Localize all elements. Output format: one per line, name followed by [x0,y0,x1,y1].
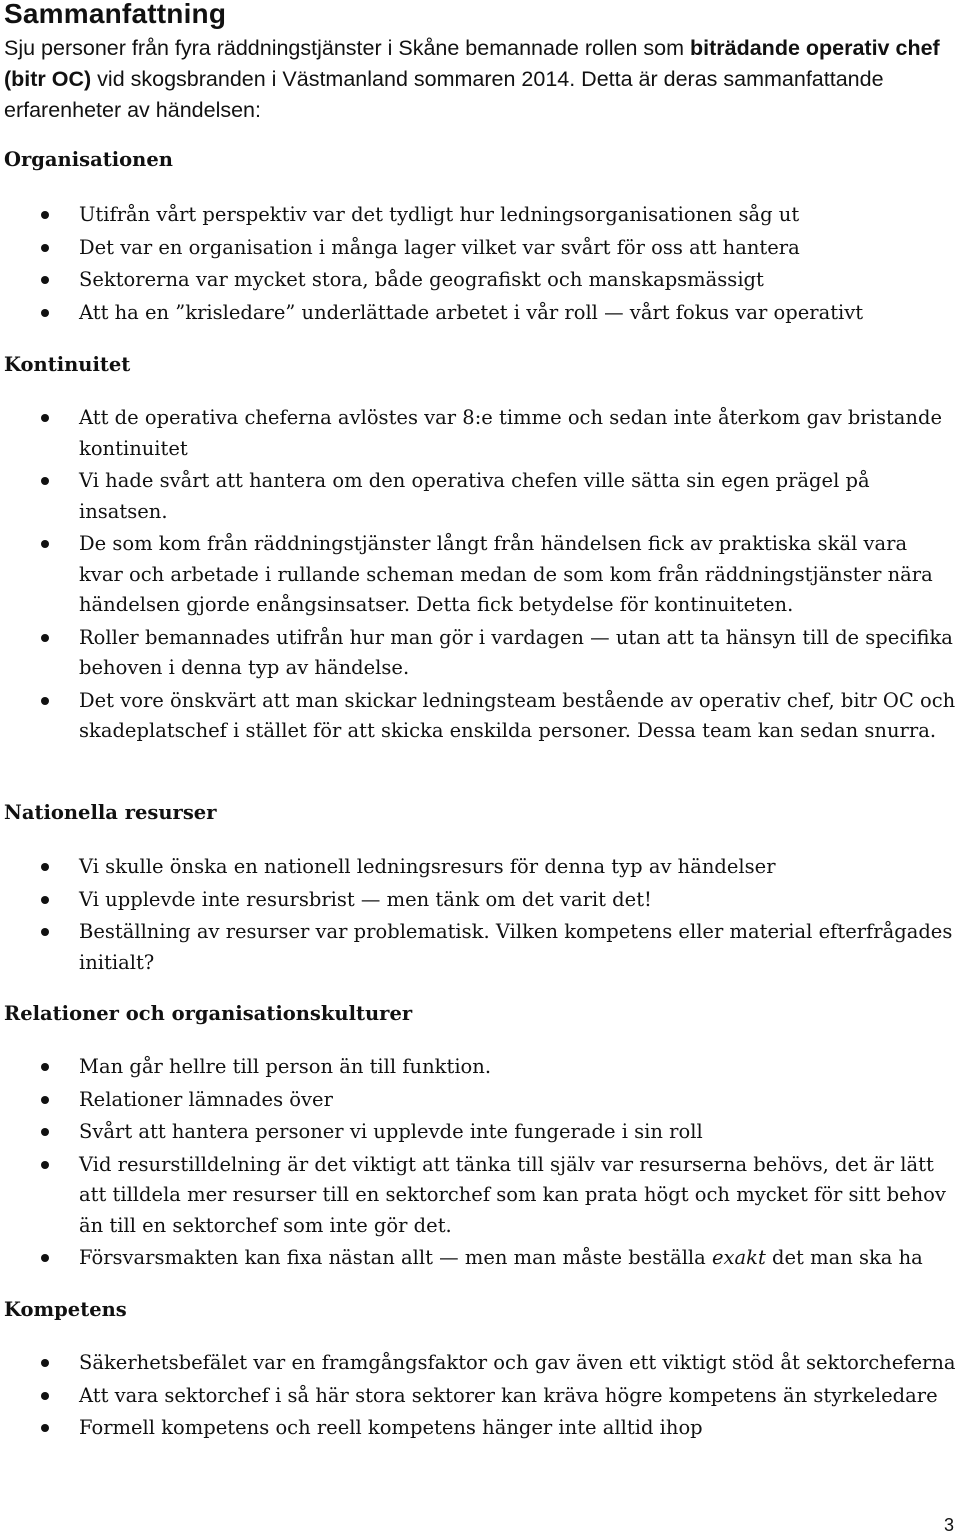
list-item [0,852,960,883]
list-item [0,1348,960,1379]
heading-kontinuitet: Kontinuitet [4,353,131,376]
list-item [0,1150,960,1242]
list-item [0,917,960,978]
bullet-icon [41,309,49,317]
list-item [0,1052,960,1083]
list-item [0,403,960,464]
bullet-icon [41,863,49,871]
list-item-text: Beställning av resurser var problematisk. Vilken kompetens eller material efterfrågades initialt? [79,920,953,974]
list-relationer [0,1052,960,1274]
list-kontinuitet [0,403,960,747]
heading-relationer: Relationer och organisationskulturer [4,1002,413,1025]
list-item-text: Vi hade svårt att hantera om den operativa chefen ville sätta sin egen prägel på insatsen. [79,469,870,523]
bullet-icon [41,244,49,252]
emphasis-text: exakt [712,1246,766,1269]
list-item [0,298,960,329]
list-item-text: Vi skulle önska en nationell ledningsresurs för denna typ av händelser [79,855,776,878]
list-item-text: Vid resurstilldelning är det viktigt att tänka till själv var resurserna behövs, det är lätt att tilldela mer resurser till en sektorchef som kan prata högt och mycket för sitt behov än till en sektorchef som inte gör det. [79,1152,946,1237]
list-item [0,1243,960,1274]
list-organisationen [0,200,960,328]
list-item-text: Vi upplevde inte resursbrist — men tänk om det varit det! [79,887,652,911]
list-item [0,200,960,231]
list-item-text: det man ska ha [765,1246,923,1269]
list-item-text: Formell kompetens och reell kompetens hänger inte alltid ihop [79,1416,703,1439]
list-item-text: Utifrån vårt perspektiv var det tydligt hur ledningsorganisationen såg ut [79,203,800,226]
bullet-icon [41,540,49,548]
list-item-text: Säkerhetsbefälet var en framgångsfaktor och gav även ett viktigt stöd åt sektorcheferna [79,1351,956,1374]
intro-paragraph [4,33,954,126]
list-item-text: Roller bemannades utifrån hur man gör i vardagen — utan att ta hänsyn till de specifika behoven i denna typ av händelse. [79,625,953,679]
list-item-text: De som kom från räddningstjänster långt från händelsen fick av praktiska skäl vara kvar och arbetade i rullande scheman medan de som kom från räddningstjänster nära händelsen gjorde enångsinsatser. Detta fick betydelse för kontinuiteten. [79,532,933,616]
list-item [0,1117,960,1148]
list-item-text: Man går hellre till person än till funktion. [79,1055,492,1078]
bullet-icon [41,1063,49,1071]
heading-organisationen: Organisationen [4,148,173,171]
page-title: Sammanfattning [4,0,227,29]
list-item-text: Sektorerna var mycket stora, både geografiskt och manskapsmässigt [79,268,764,291]
list-item-text: Relationer lämnades över [79,1087,333,1111]
list-nationella-resurser [0,852,960,978]
intro-bold-role: biträdande operativ chef (bitr OC) [4,36,940,91]
page-number: 3 [943,1515,954,1535]
bullet-icon [41,928,49,936]
list-item-text: Att ha en ”krisledare” underlättade arbetet i vår roll — vårt fokus var operativt [79,300,864,324]
list-item [0,265,960,296]
bullet-icon [41,697,49,705]
bullet-icon [41,477,49,485]
list-item [0,686,960,747]
list-item [0,1413,960,1444]
list-item-text: Att vara sektorchef i så här stora sektorer kan kräva högre kompetens än styrkeledare [79,1383,938,1407]
bullet-icon [41,1392,49,1400]
list-item-text: Svårt att hantera personer vi upplevde inte fungerade i sin roll [79,1120,703,1143]
list-item [0,233,960,264]
bullet-icon [41,1161,49,1169]
list-item-text: Det var en organisation i många lager vilket var svårt för oss att hantera [79,235,800,259]
list-item [0,1085,960,1116]
heading-kompetens: Kompetens [4,1298,127,1321]
bullet-icon [41,1254,49,1262]
bullet-icon [41,211,49,219]
bullet-icon [41,276,49,284]
bullet-icon [41,1128,49,1136]
bullet-icon [41,1359,49,1367]
heading-nationella-resurser: Nationella resurser [4,801,217,824]
list-item [0,529,960,621]
list-item [0,623,960,684]
intro-text-start: Sju personer från fyra räddningstjänster i Skåne bemannade rollen som [4,36,690,60]
bullet-icon [41,414,49,422]
list-item [0,885,960,916]
list-item-text: Det vore önskvärt att man skickar ledningsteam bestående av operativ chef, bitr OC och skadeplatschef i stället för att skicka enskilda personer. Dessa team kan sedan snurra. [79,688,956,742]
list-item-text: Att de operativa cheferna avlöstes var 8:e timme och sedan inte återkom gav bristande kontinuitet [79,406,942,460]
bullet-icon [41,1424,49,1432]
intro-text-end: vid skogsbranden i Västmanland sommaren 2014. Detta är deras sammanfattande erfarenheter av händelsen: [4,67,884,122]
list-item [0,1381,960,1412]
bullet-icon [41,634,49,642]
bullet-icon [41,1096,49,1104]
bullet-icon [41,896,49,904]
list-item-text: Försvarsmakten kan fixa nästan allt — men man måste beställa [79,1246,712,1269]
list-kompetens [0,1348,960,1444]
list-item [0,466,960,527]
